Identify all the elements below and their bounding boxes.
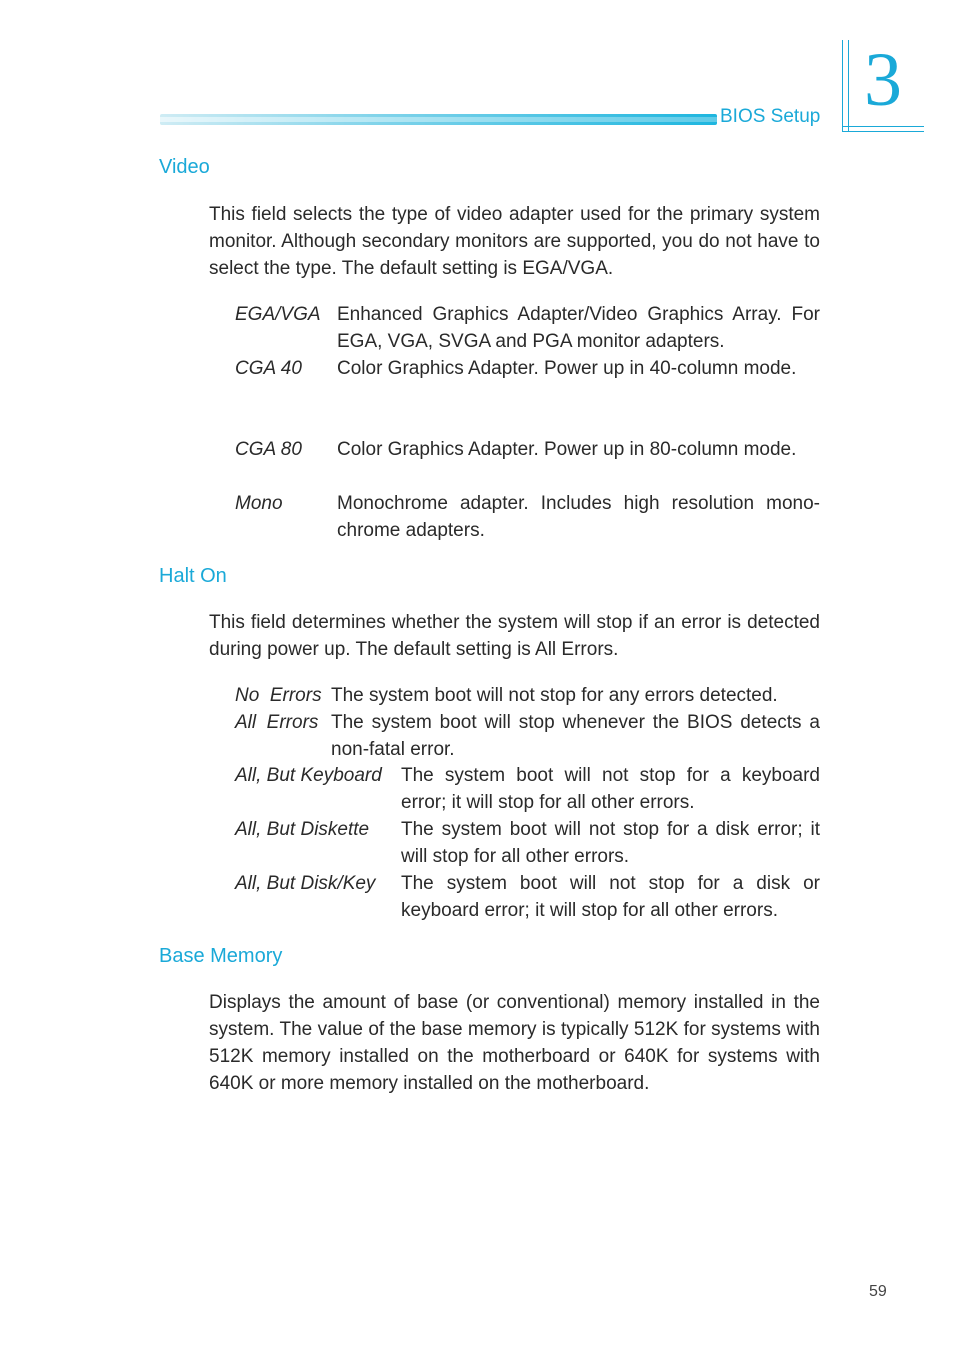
desc-cga-80: Color Graphics Adapter. Power up in 80-column mode.	[337, 439, 797, 460]
chapter-marker-vertical-rule	[842, 40, 849, 132]
term-ega-vga: EGA/VGA	[235, 304, 321, 325]
desc-cga-40: Color Graphics Adapter. Power up in 40-column mode.	[337, 358, 797, 379]
term-cga-40: CGA 40	[235, 358, 302, 379]
term-no-errors: No Errors	[235, 685, 322, 706]
term-all-but-disk-key: All, But Disk/Key	[235, 873, 376, 894]
chapter-marker-horizontal-rule	[842, 126, 924, 132]
chapter-marker	[842, 40, 924, 132]
term-cga-80: CGA 80	[235, 439, 302, 460]
halt-on-intro: This field determines whether the system will stop if an error is detected during power up. The default setting is All Errors.	[209, 612, 820, 660]
term-all-but-keyboard: All, But Keyboard	[235, 765, 382, 786]
term-all-errors: All Errors	[235, 712, 319, 733]
desc-mono: Monochrome adapter. Includes high resolution mono-chrome adapters.	[337, 493, 820, 541]
term-all-but-diskette: All, But Diskette	[235, 819, 370, 840]
desc-all-but-diskette: The system boot will not stop for a disk error; it will stop for all other errors.	[401, 819, 820, 867]
desc-all-but-disk-key: The system boot will not stop for a disk or keyboard error; it will stop for all other errors.	[401, 873, 820, 921]
page-number: 59	[869, 1283, 887, 1300]
heading-base-memory: Base Memory	[159, 945, 283, 967]
desc-all-but-keyboard: The system boot will not stop for a keyboard error; it will stop for all other errors.	[401, 765, 820, 813]
header-rule	[160, 114, 717, 125]
chapter-number: 3	[864, 38, 902, 122]
desc-no-errors: The system boot will not stop for any errors detected.	[331, 685, 778, 706]
desc-all-errors: The system boot will stop whenever the BIOS detects a non-fatal error.	[331, 712, 820, 760]
heading-halt-on: Halt On	[159, 565, 227, 587]
desc-ega-vga: Enhanced Graphics Adapter/Video Graphics Array. For EGA, VGA, SVGA and PGA monitor adapters.	[337, 304, 820, 352]
video-intro: This field selects the type of video adapter used for the primary system monitor. Although secondary monitors are supported, you do not have to select the type. The default setting is EGA/VGA.	[209, 204, 820, 279]
heading-video: Video	[159, 156, 210, 178]
term-mono: Mono	[235, 493, 283, 514]
base-memory-intro: Displays the amount of base (or conventional) memory installed in the system. The value of the base memory is typically 512K for systems with 512K memory installed on the motherboard or 640K for systems with 640K or more memory installed on the motherboard.	[209, 992, 820, 1094]
running-header: BIOS Setup	[720, 106, 821, 127]
